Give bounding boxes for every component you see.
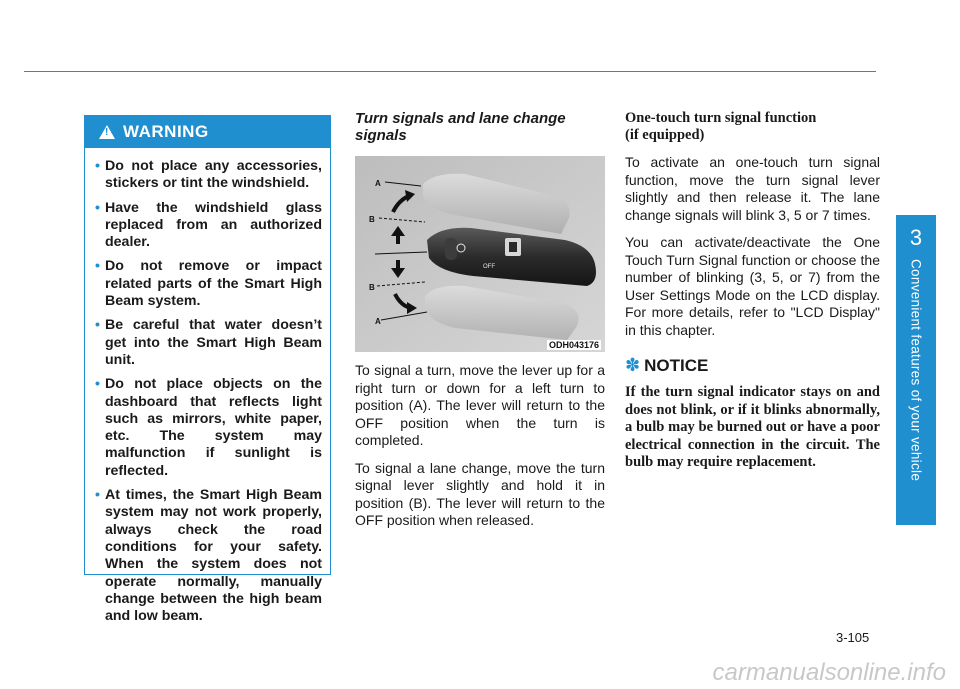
section-title: Turn signals and lane change signals <box>355 110 566 144</box>
warning-list <box>85 148 330 625</box>
warning-item: • Do not remove or impact related parts of the Smart High Beam system. <box>95 258 322 310</box>
one-touch-paragraph: To activate an one-touch turn signal function, move the turn signal lever slightly and then release it. The lane change signals will blink 3, 5 or 7 times. <box>625 154 880 223</box>
chapter-number: 3 <box>909 225 923 250</box>
chapter-tab <box>896 215 936 525</box>
turn-signal-lever-figure <box>355 156 605 352</box>
warning-triangle-icon <box>99 125 115 139</box>
off-label: OFF <box>483 264 495 270</box>
one-touch-title: One-touch turn signal function (if equipped) <box>625 110 817 143</box>
warning-item: • Do not place any accessories, stickers or tint the windshield. <box>95 158 322 192</box>
label-b-top: B <box>369 215 375 224</box>
warning-box <box>84 115 331 625</box>
figure-caption: ODH043176 <box>548 340 599 350</box>
lever-illustration <box>355 156 605 352</box>
lane-change-paragraph: To signal a lane change, move the turn signal lever slightly and hold it in position (B). The lever will return to the OFF position when released. <box>355 459 605 528</box>
label-a-top: A <box>375 179 381 188</box>
page-number: 3-105 <box>836 630 870 645</box>
warning-item: • Do not place objects on the dashboard that reflects light such as mirrors, white paper, etc. The system may malfunction if sunlight is reflected. <box>95 376 322 479</box>
warning-item: • At times, the Smart High Beam system may not work properly, always check the road conditions for your safety. When the system does not operate normally, manually change between the high beam and low beam. <box>95 487 322 625</box>
chapter-title: Convenient features of your vehicle <box>908 259 924 482</box>
notice-heading <box>625 355 880 376</box>
header-rule <box>24 71 876 72</box>
watermark: carmanualsonline.info <box>712 659 946 686</box>
label-b-bottom: B <box>369 283 375 292</box>
warning-item: • Be careful that water doesn’t get into the Smart High Beam unit. <box>95 317 322 368</box>
one-touch-section <box>625 110 880 472</box>
notice-body: If the turn signal indicator stays on and does not blink, or if it blinks abnormally, a bulb may be burned out or have a poor electrical connection in the circuit. The bulb may require replacement. <box>625 384 880 470</box>
turn-paragraph: To signal a turn, move the lever up for a right turn or down for a left turn to position (A). The lever will return to the OFF position when the turn is completed. <box>355 362 605 448</box>
notice-mark-icon: ✽ <box>625 355 641 375</box>
label-a-bottom: A <box>375 317 381 326</box>
warning-header <box>85 116 330 148</box>
warning-item: • Have the windshield glass replaced from an authorized dealer. <box>95 199 322 251</box>
turn-signals-section <box>355 110 605 530</box>
notice-title: NOTICE <box>644 355 709 375</box>
one-touch-settings-paragraph: You can activate/deactivate the One Touch Turn Signal function or choose the number of blinking (3, 5, or 7) from the User Settings Mode on the LCD display. For more details, refer to "LCD Display" in this chapter. <box>625 234 880 338</box>
warning-title: WARNING <box>123 122 209 141</box>
